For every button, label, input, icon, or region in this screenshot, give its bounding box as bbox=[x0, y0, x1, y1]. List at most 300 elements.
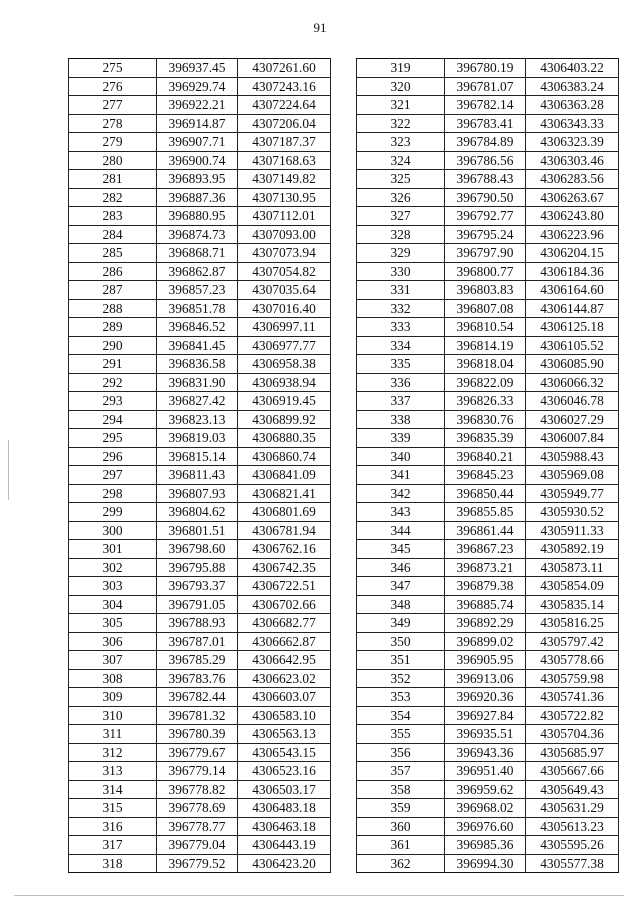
coordinate-x-cell: 396779.52 bbox=[157, 854, 238, 873]
coordinate-x-cell: 396867.23 bbox=[445, 540, 526, 559]
coordinate-y-cell: 4305741.36 bbox=[526, 688, 619, 707]
point-number-cell: 338 bbox=[357, 410, 445, 429]
table-row bbox=[357, 558, 619, 577]
point-number-cell: 300 bbox=[69, 521, 157, 540]
coordinate-y-cell: 4306483.18 bbox=[238, 799, 331, 818]
coordinate-x-cell: 396797.90 bbox=[445, 244, 526, 263]
coordinate-x-cell: 396920.36 bbox=[445, 688, 526, 707]
coordinate-y-cell: 4305631.29 bbox=[526, 799, 619, 818]
table-row bbox=[357, 392, 619, 411]
table-row bbox=[69, 540, 331, 559]
coordinate-y-cell: 4306919.45 bbox=[238, 392, 331, 411]
coordinate-x-cell: 396929.74 bbox=[157, 77, 238, 96]
coordinate-y-cell: 4305778.66 bbox=[526, 651, 619, 670]
table-row bbox=[357, 836, 619, 855]
point-number-cell: 291 bbox=[69, 355, 157, 374]
point-number-cell: 307 bbox=[69, 651, 157, 670]
coordinate-x-cell: 396786.56 bbox=[445, 151, 526, 170]
point-number-cell: 329 bbox=[357, 244, 445, 263]
coordinate-x-cell: 396935.51 bbox=[445, 725, 526, 744]
coordinate-x-cell: 396827.42 bbox=[157, 392, 238, 411]
point-number-cell: 358 bbox=[357, 780, 445, 799]
coordinate-x-cell: 396927.84 bbox=[445, 706, 526, 725]
coordinate-x-cell: 396783.76 bbox=[157, 669, 238, 688]
coordinate-x-cell: 396800.77 bbox=[445, 262, 526, 281]
table-row bbox=[357, 595, 619, 614]
point-number-cell: 277 bbox=[69, 96, 157, 115]
coordinate-x-cell: 396907.71 bbox=[157, 133, 238, 152]
table-row bbox=[357, 651, 619, 670]
coordinate-x-cell: 396801.51 bbox=[157, 521, 238, 540]
coordinate-y-cell: 4305577.38 bbox=[526, 854, 619, 873]
coordinate-x-cell: 396861.44 bbox=[445, 521, 526, 540]
table-row bbox=[357, 577, 619, 596]
point-number-cell: 289 bbox=[69, 318, 157, 337]
coordinate-y-cell: 4305911.33 bbox=[526, 521, 619, 540]
table-row bbox=[69, 262, 331, 281]
table-row bbox=[357, 299, 619, 318]
table-row bbox=[69, 632, 331, 651]
point-number-cell: 297 bbox=[69, 466, 157, 485]
coordinate-y-cell: 4306762.16 bbox=[238, 540, 331, 559]
point-number-cell: 347 bbox=[357, 577, 445, 596]
coordinate-y-cell: 4307168.63 bbox=[238, 151, 331, 170]
coordinate-y-cell: 4306443.19 bbox=[238, 836, 331, 855]
point-number-cell: 320 bbox=[357, 77, 445, 96]
coordinate-x-cell: 396994.30 bbox=[445, 854, 526, 873]
table-row bbox=[69, 410, 331, 429]
coordinate-x-cell: 396791.05 bbox=[157, 595, 238, 614]
point-number-cell: 336 bbox=[357, 373, 445, 392]
coordinate-y-cell: 4306144.87 bbox=[526, 299, 619, 318]
coordinate-y-cell: 4306583.10 bbox=[238, 706, 331, 725]
point-number-cell: 313 bbox=[69, 762, 157, 781]
point-number-cell: 301 bbox=[69, 540, 157, 559]
point-number-cell: 295 bbox=[69, 429, 157, 448]
coordinate-x-cell: 396851.78 bbox=[157, 299, 238, 318]
coordinate-x-cell: 396807.08 bbox=[445, 299, 526, 318]
coordinate-x-cell: 396885.74 bbox=[445, 595, 526, 614]
point-number-cell: 323 bbox=[357, 133, 445, 152]
point-number-cell: 348 bbox=[357, 595, 445, 614]
point-number-cell: 294 bbox=[69, 410, 157, 429]
coordinate-y-cell: 4307016.40 bbox=[238, 299, 331, 318]
point-number-cell: 287 bbox=[69, 281, 157, 300]
point-number-cell: 332 bbox=[357, 299, 445, 318]
point-number-cell: 341 bbox=[357, 466, 445, 485]
coordinate-x-cell: 396788.43 bbox=[445, 170, 526, 189]
coordinate-x-cell: 396793.37 bbox=[157, 577, 238, 596]
point-number-cell: 319 bbox=[357, 59, 445, 78]
coordinate-x-cell: 396826.33 bbox=[445, 392, 526, 411]
coordinate-y-cell: 4306841.09 bbox=[238, 466, 331, 485]
coordinate-y-cell: 4305969.08 bbox=[526, 466, 619, 485]
table-row bbox=[357, 521, 619, 540]
coordinate-y-cell: 4306303.46 bbox=[526, 151, 619, 170]
table-row bbox=[69, 484, 331, 503]
coordinate-x-cell: 396795.24 bbox=[445, 225, 526, 244]
coordinate-y-cell: 4305595.26 bbox=[526, 836, 619, 855]
coordinate-x-cell: 396868.71 bbox=[157, 244, 238, 263]
point-number-cell: 279 bbox=[69, 133, 157, 152]
coordinate-y-cell: 4306642.95 bbox=[238, 651, 331, 670]
point-number-cell: 340 bbox=[357, 447, 445, 466]
table-row bbox=[357, 318, 619, 337]
coordinate-y-cell: 4306164.60 bbox=[526, 281, 619, 300]
point-number-cell: 285 bbox=[69, 244, 157, 263]
point-number-cell: 282 bbox=[69, 188, 157, 207]
point-number-cell: 298 bbox=[69, 484, 157, 503]
coordinate-y-cell: 4306343.33 bbox=[526, 114, 619, 133]
coordinate-y-cell: 4306403.22 bbox=[526, 59, 619, 78]
coordinate-x-cell: 396905.95 bbox=[445, 651, 526, 670]
page-number: 91 bbox=[313, 20, 327, 35]
coordinate-y-cell: 4306997.11 bbox=[238, 318, 331, 337]
table-row bbox=[69, 59, 331, 78]
point-number-cell: 286 bbox=[69, 262, 157, 281]
coordinate-x-cell: 396818.04 bbox=[445, 355, 526, 374]
coordinate-y-cell: 4306938.94 bbox=[238, 373, 331, 392]
point-number-cell: 316 bbox=[69, 817, 157, 836]
coordinate-y-cell: 4306623.02 bbox=[238, 669, 331, 688]
point-number-cell: 293 bbox=[69, 392, 157, 411]
point-number-cell: 362 bbox=[357, 854, 445, 873]
point-number-cell: 356 bbox=[357, 743, 445, 762]
coordinate-y-cell: 4305722.82 bbox=[526, 706, 619, 725]
coordinate-y-cell: 4307261.60 bbox=[238, 59, 331, 78]
coordinate-y-cell: 4306860.74 bbox=[238, 447, 331, 466]
coordinate-y-cell: 4305816.25 bbox=[526, 614, 619, 633]
coordinate-x-cell: 396782.44 bbox=[157, 688, 238, 707]
coordinate-x-cell: 396785.29 bbox=[157, 651, 238, 670]
coordinate-y-cell: 4306204.15 bbox=[526, 244, 619, 263]
table-row bbox=[69, 762, 331, 781]
coordinate-x-cell: 396798.60 bbox=[157, 540, 238, 559]
table-row bbox=[69, 466, 331, 485]
table-row bbox=[357, 503, 619, 522]
point-number-cell: 311 bbox=[69, 725, 157, 744]
table-row bbox=[357, 429, 619, 448]
coordinate-y-cell: 4306977.77 bbox=[238, 336, 331, 355]
coordinate-y-cell: 4306066.32 bbox=[526, 373, 619, 392]
point-number-cell: 326 bbox=[357, 188, 445, 207]
point-number-cell: 278 bbox=[69, 114, 157, 133]
coordinate-x-cell: 396792.77 bbox=[445, 207, 526, 226]
table-row bbox=[69, 780, 331, 799]
coordinate-y-cell: 4305667.66 bbox=[526, 762, 619, 781]
coordinate-y-cell: 4305892.19 bbox=[526, 540, 619, 559]
table-row bbox=[69, 817, 331, 836]
table-row bbox=[69, 133, 331, 152]
point-number-cell: 352 bbox=[357, 669, 445, 688]
coordinate-x-cell: 396951.40 bbox=[445, 762, 526, 781]
table-row bbox=[69, 281, 331, 300]
coordinate-x-cell: 396887.36 bbox=[157, 188, 238, 207]
table-row bbox=[357, 706, 619, 725]
coordinate-y-cell: 4307093.00 bbox=[238, 225, 331, 244]
coordinate-x-cell: 396943.36 bbox=[445, 743, 526, 762]
coordinate-y-cell: 4306125.18 bbox=[526, 318, 619, 337]
table-row bbox=[357, 669, 619, 688]
coordinate-x-cell: 396782.14 bbox=[445, 96, 526, 115]
coordinate-y-cell: 4305854.09 bbox=[526, 577, 619, 596]
table-row bbox=[357, 614, 619, 633]
table-row bbox=[357, 688, 619, 707]
coordinate-y-cell: 4306383.24 bbox=[526, 77, 619, 96]
table-row bbox=[69, 151, 331, 170]
coordinate-x-cell: 396790.50 bbox=[445, 188, 526, 207]
point-number-cell: 276 bbox=[69, 77, 157, 96]
point-number-cell: 315 bbox=[69, 799, 157, 818]
table-row bbox=[69, 651, 331, 670]
coordinate-y-cell: 4306958.38 bbox=[238, 355, 331, 374]
coordinate-x-cell: 396845.23 bbox=[445, 466, 526, 485]
coordinate-y-cell: 4305835.14 bbox=[526, 595, 619, 614]
coordinate-y-cell: 4306027.29 bbox=[526, 410, 619, 429]
coordinate-x-cell: 396788.93 bbox=[157, 614, 238, 633]
point-number-cell: 349 bbox=[357, 614, 445, 633]
point-number-cell: 357 bbox=[357, 762, 445, 781]
table-row bbox=[357, 244, 619, 263]
coordinate-y-cell: 4305930.52 bbox=[526, 503, 619, 522]
table-row bbox=[69, 577, 331, 596]
table-row bbox=[69, 336, 331, 355]
coordinate-x-cell: 396830.76 bbox=[445, 410, 526, 429]
table-row bbox=[357, 133, 619, 152]
coordinate-x-cell: 396784.89 bbox=[445, 133, 526, 152]
point-number-cell: 321 bbox=[357, 96, 445, 115]
point-number-cell: 303 bbox=[69, 577, 157, 596]
point-number-cell: 322 bbox=[357, 114, 445, 133]
coordinate-x-cell: 396913.06 bbox=[445, 669, 526, 688]
point-number-cell: 342 bbox=[357, 484, 445, 503]
coordinate-y-cell: 4305873.11 bbox=[526, 558, 619, 577]
coordinate-y-cell: 4307073.94 bbox=[238, 244, 331, 263]
table-row bbox=[69, 114, 331, 133]
table-row bbox=[69, 503, 331, 522]
table-row bbox=[357, 780, 619, 799]
coordinate-y-cell: 4306105.52 bbox=[526, 336, 619, 355]
coordinate-x-cell: 396846.52 bbox=[157, 318, 238, 337]
point-number-cell: 346 bbox=[357, 558, 445, 577]
table-row bbox=[69, 854, 331, 873]
coordinate-y-cell: 4306463.18 bbox=[238, 817, 331, 836]
table-row bbox=[357, 207, 619, 226]
coordinate-y-cell: 4306423.20 bbox=[238, 854, 331, 873]
coordinate-x-cell: 396815.14 bbox=[157, 447, 238, 466]
table-row bbox=[69, 743, 331, 762]
coordinate-y-cell: 4305988.43 bbox=[526, 447, 619, 466]
coordinate-x-cell: 396783.41 bbox=[445, 114, 526, 133]
coordinate-x-cell: 396879.38 bbox=[445, 577, 526, 596]
point-number-cell: 306 bbox=[69, 632, 157, 651]
point-number-cell: 343 bbox=[357, 503, 445, 522]
table-row bbox=[357, 484, 619, 503]
coordinate-x-cell: 396779.04 bbox=[157, 836, 238, 855]
coordinate-y-cell: 4306363.28 bbox=[526, 96, 619, 115]
coordinate-y-cell: 4307035.64 bbox=[238, 281, 331, 300]
coordinate-x-cell: 396823.13 bbox=[157, 410, 238, 429]
table-row bbox=[69, 170, 331, 189]
coordinate-y-cell: 4305949.77 bbox=[526, 484, 619, 503]
table-row bbox=[69, 429, 331, 448]
point-number-cell: 310 bbox=[69, 706, 157, 725]
scan-edge-mark bbox=[8, 440, 9, 500]
coordinate-x-cell: 396779.14 bbox=[157, 762, 238, 781]
table-row bbox=[357, 725, 619, 744]
point-number-cell: 308 bbox=[69, 669, 157, 688]
coordinate-x-cell: 396804.62 bbox=[157, 503, 238, 522]
coordinate-x-cell: 396959.62 bbox=[445, 780, 526, 799]
coordinate-y-cell: 4306503.17 bbox=[238, 780, 331, 799]
table-row bbox=[357, 447, 619, 466]
coordinate-y-cell: 4306543.15 bbox=[238, 743, 331, 762]
table-row bbox=[357, 632, 619, 651]
coordinate-x-cell: 396780.19 bbox=[445, 59, 526, 78]
table-row bbox=[69, 355, 331, 374]
point-number-cell: 328 bbox=[357, 225, 445, 244]
coordinate-x-cell: 396781.07 bbox=[445, 77, 526, 96]
coordinate-y-cell: 4306821.41 bbox=[238, 484, 331, 503]
point-number-cell: 288 bbox=[69, 299, 157, 318]
table-row bbox=[69, 688, 331, 707]
point-number-cell: 304 bbox=[69, 595, 157, 614]
coordinate-y-cell: 4306781.94 bbox=[238, 521, 331, 540]
point-number-cell: 296 bbox=[69, 447, 157, 466]
coordinate-x-cell: 396850.44 bbox=[445, 484, 526, 503]
coordinate-x-cell: 396873.21 bbox=[445, 558, 526, 577]
coordinate-x-cell: 396836.58 bbox=[157, 355, 238, 374]
coordinate-x-cell: 396922.21 bbox=[157, 96, 238, 115]
point-number-cell: 317 bbox=[69, 836, 157, 855]
table-row bbox=[69, 225, 331, 244]
point-number-cell: 284 bbox=[69, 225, 157, 244]
coordinate-y-cell: 4307224.64 bbox=[238, 96, 331, 115]
table-row bbox=[357, 355, 619, 374]
table-row bbox=[69, 614, 331, 633]
table-row bbox=[357, 96, 619, 115]
coordinate-y-cell: 4306899.92 bbox=[238, 410, 331, 429]
coordinate-x-cell: 396787.01 bbox=[157, 632, 238, 651]
point-number-cell: 354 bbox=[357, 706, 445, 725]
coordinate-y-cell: 4306603.07 bbox=[238, 688, 331, 707]
coordinate-x-cell: 396810.54 bbox=[445, 318, 526, 337]
point-number-cell: 331 bbox=[357, 281, 445, 300]
scan-edge-mark bbox=[14, 895, 624, 896]
point-number-cell: 327 bbox=[357, 207, 445, 226]
coordinate-x-cell: 396841.45 bbox=[157, 336, 238, 355]
point-number-cell: 333 bbox=[357, 318, 445, 337]
table-row bbox=[69, 96, 331, 115]
table-row bbox=[357, 281, 619, 300]
coordinate-y-cell: 4306742.35 bbox=[238, 558, 331, 577]
coordinate-y-cell: 4307187.37 bbox=[238, 133, 331, 152]
point-number-cell: 325 bbox=[357, 170, 445, 189]
coordinate-y-cell: 4306662.87 bbox=[238, 632, 331, 651]
coordinate-y-cell: 4305613.23 bbox=[526, 817, 619, 836]
coordinate-x-cell: 396822.09 bbox=[445, 373, 526, 392]
coordinate-x-cell: 396892.29 bbox=[445, 614, 526, 633]
table-row bbox=[357, 262, 619, 281]
point-number-cell: 280 bbox=[69, 151, 157, 170]
coordinate-y-cell: 4306085.90 bbox=[526, 355, 619, 374]
coordinate-y-cell: 4307206.04 bbox=[238, 114, 331, 133]
point-number-cell: 305 bbox=[69, 614, 157, 633]
point-number-cell: 339 bbox=[357, 429, 445, 448]
point-number-cell: 350 bbox=[357, 632, 445, 651]
table-row bbox=[357, 225, 619, 244]
table-row bbox=[69, 799, 331, 818]
coordinate-y-cell: 4306283.56 bbox=[526, 170, 619, 189]
coordinate-x-cell: 396900.74 bbox=[157, 151, 238, 170]
point-number-cell: 314 bbox=[69, 780, 157, 799]
table-row bbox=[357, 188, 619, 207]
table-row bbox=[69, 392, 331, 411]
coordinate-y-cell: 4306702.66 bbox=[238, 595, 331, 614]
table-row bbox=[69, 207, 331, 226]
table-row bbox=[69, 244, 331, 263]
coordinate-x-cell: 396807.93 bbox=[157, 484, 238, 503]
table-row bbox=[357, 854, 619, 873]
coordinate-x-cell: 396781.32 bbox=[157, 706, 238, 725]
table-row bbox=[357, 410, 619, 429]
point-number-cell: 324 bbox=[357, 151, 445, 170]
table-row bbox=[69, 669, 331, 688]
coordinate-x-cell: 396976.60 bbox=[445, 817, 526, 836]
point-number-cell: 281 bbox=[69, 170, 157, 189]
coordinate-x-cell: 396795.88 bbox=[157, 558, 238, 577]
point-number-cell: 318 bbox=[69, 854, 157, 873]
coordinate-x-cell: 396985.36 bbox=[445, 836, 526, 855]
coordinate-x-cell: 396811.43 bbox=[157, 466, 238, 485]
point-number-cell: 353 bbox=[357, 688, 445, 707]
table-row bbox=[69, 595, 331, 614]
point-number-cell: 351 bbox=[357, 651, 445, 670]
point-number-cell: 302 bbox=[69, 558, 157, 577]
point-number-cell: 292 bbox=[69, 373, 157, 392]
table-row bbox=[357, 77, 619, 96]
coordinate-y-cell: 4306263.67 bbox=[526, 188, 619, 207]
coordinate-x-cell: 396899.02 bbox=[445, 632, 526, 651]
table-row bbox=[69, 447, 331, 466]
coordinate-y-cell: 4306046.78 bbox=[526, 392, 619, 411]
point-number-cell: 355 bbox=[357, 725, 445, 744]
coordinate-y-cell: 4306801.69 bbox=[238, 503, 331, 522]
coordinate-x-cell: 396874.73 bbox=[157, 225, 238, 244]
table-row bbox=[69, 188, 331, 207]
coordinate-y-cell: 4306323.39 bbox=[526, 133, 619, 152]
coordinate-x-cell: 396780.39 bbox=[157, 725, 238, 744]
table-row bbox=[69, 299, 331, 318]
coordinate-x-cell: 396814.19 bbox=[445, 336, 526, 355]
coordinate-x-cell: 396819.03 bbox=[157, 429, 238, 448]
table-row bbox=[357, 743, 619, 762]
point-number-cell: 312 bbox=[69, 743, 157, 762]
table-row bbox=[69, 706, 331, 725]
coordinate-y-cell: 4306563.13 bbox=[238, 725, 331, 744]
coordinate-x-cell: 396778.82 bbox=[157, 780, 238, 799]
point-number-cell: 337 bbox=[357, 392, 445, 411]
table-row bbox=[357, 170, 619, 189]
coordinate-y-cell: 4305704.36 bbox=[526, 725, 619, 744]
table-row bbox=[69, 521, 331, 540]
coordinate-y-cell: 4307130.95 bbox=[238, 188, 331, 207]
coordinate-y-cell: 4307112.01 bbox=[238, 207, 331, 226]
point-number-cell: 335 bbox=[357, 355, 445, 374]
coordinate-y-cell: 4305685.97 bbox=[526, 743, 619, 762]
table-row bbox=[357, 762, 619, 781]
coordinate-y-cell: 4305797.42 bbox=[526, 632, 619, 651]
